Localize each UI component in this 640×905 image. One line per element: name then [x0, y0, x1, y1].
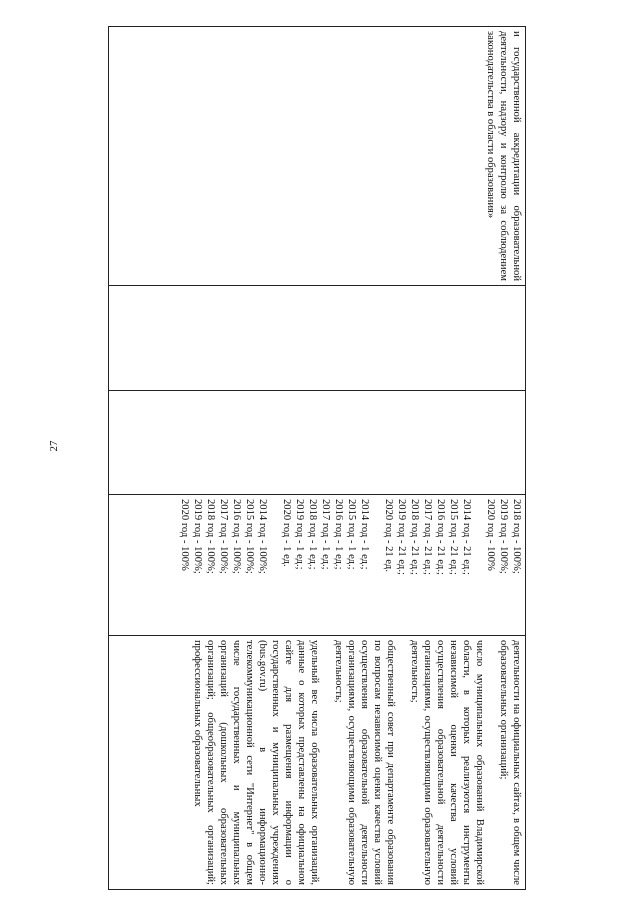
spacer — [473, 499, 484, 631]
value-line: 2015 год - 21 ед.; — [448, 499, 459, 575]
value-line: 2019 год - 100%; — [192, 499, 203, 574]
indicator-values-cell — [109, 495, 526, 636]
value-line: 2017 год - 21 ед.; — [422, 499, 433, 575]
value-line: 2014 год - 21 ед.; — [461, 499, 472, 575]
indicators-table — [108, 26, 526, 890]
value-line: 2020 год - 21 ед. — [383, 499, 394, 572]
value-line: 2014 год - 100%; — [257, 499, 268, 574]
rotated-table-container — [106, 26, 526, 885]
spacer — [397, 640, 408, 885]
value-line: 2014 год - 1 ед.; — [359, 499, 370, 570]
indicator-text-1: деятельности на официальных сайтах, в общем числе образовательных организаций; — [498, 640, 522, 885]
indicator-text-4: удельный вес числа образовательных организаций, данные о которых представлены на официальном сайте для размещения информации о государственных и муниципальных учреждениях (bus.gov.ru) в информационно-телекоммуникационной сети "Интернет" в общем числе государственных и муниципальных организаций (дошкольных образовательных организаций; общеобразовательных организаций; профессиональных образовательных — [192, 640, 320, 885]
values-block-3 — [280, 499, 371, 631]
value-line: 2019 год - 1 ед.; — [294, 499, 305, 570]
value-line: 2020 год - 100% — [485, 499, 496, 571]
spacer — [321, 640, 332, 885]
value-line: 2018 год - 100%; — [205, 499, 216, 574]
empty-cell-1 — [109, 286, 526, 391]
page-number: 27 — [48, 440, 60, 452]
empty-cell-2 — [109, 391, 526, 495]
value-line: 2016 год - 100%; — [231, 499, 242, 574]
value-line: 2015 год - 1 ед.; — [346, 499, 357, 570]
table-row — [109, 27, 526, 890]
value-line: 2016 год - 21 ед.; — [435, 499, 446, 575]
value-line: 2018 год - 100%; — [511, 499, 522, 574]
value-line: 2017 год - 100%; — [218, 499, 229, 574]
indicator-names-cell — [109, 636, 526, 890]
value-line: 2017 год - 1 ед.; — [320, 499, 331, 570]
subprogram-text: и государственной аккредитации образовательной деятельности, надзору и контролю за соблюдением законодательства в области образования» — [485, 31, 522, 281]
indicator-text-2: число муниципальных образований Владимирской области, в которых реализуются инструменты независимой оценки качества условий осуществления образовательной деятельности организациями, осуществляющими образовательную деятельность; — [409, 640, 485, 885]
subprogram-cell — [109, 27, 526, 286]
indicator-text-3: общественный совет при департаменте образования по вопросам независимой оценки качества условий осуществления образовательной деятельности организациями, осуществляющими образовательную деятельность; — [333, 640, 396, 885]
value-line: 2019 год - 21 ед.; — [396, 499, 407, 575]
values-block-4 — [178, 499, 269, 631]
value-line: 2018 год - 1 ед.; — [307, 499, 318, 570]
values-block-2 — [382, 499, 473, 631]
spacer — [269, 499, 280, 631]
values-block-1 — [484, 499, 523, 631]
value-line: 2018 год - 21 ед.; — [409, 499, 420, 575]
value-line: 2016 год - 1 ед.; — [333, 499, 344, 570]
spacer — [371, 499, 382, 631]
value-line: 2015 год - 100%; — [244, 499, 255, 574]
spacer — [486, 640, 497, 885]
value-line: 2020 год - 1 ед. — [281, 499, 292, 567]
value-line: 2020 год - 100% — [179, 499, 190, 571]
value-line: 2019 год - 100%; — [498, 499, 509, 574]
